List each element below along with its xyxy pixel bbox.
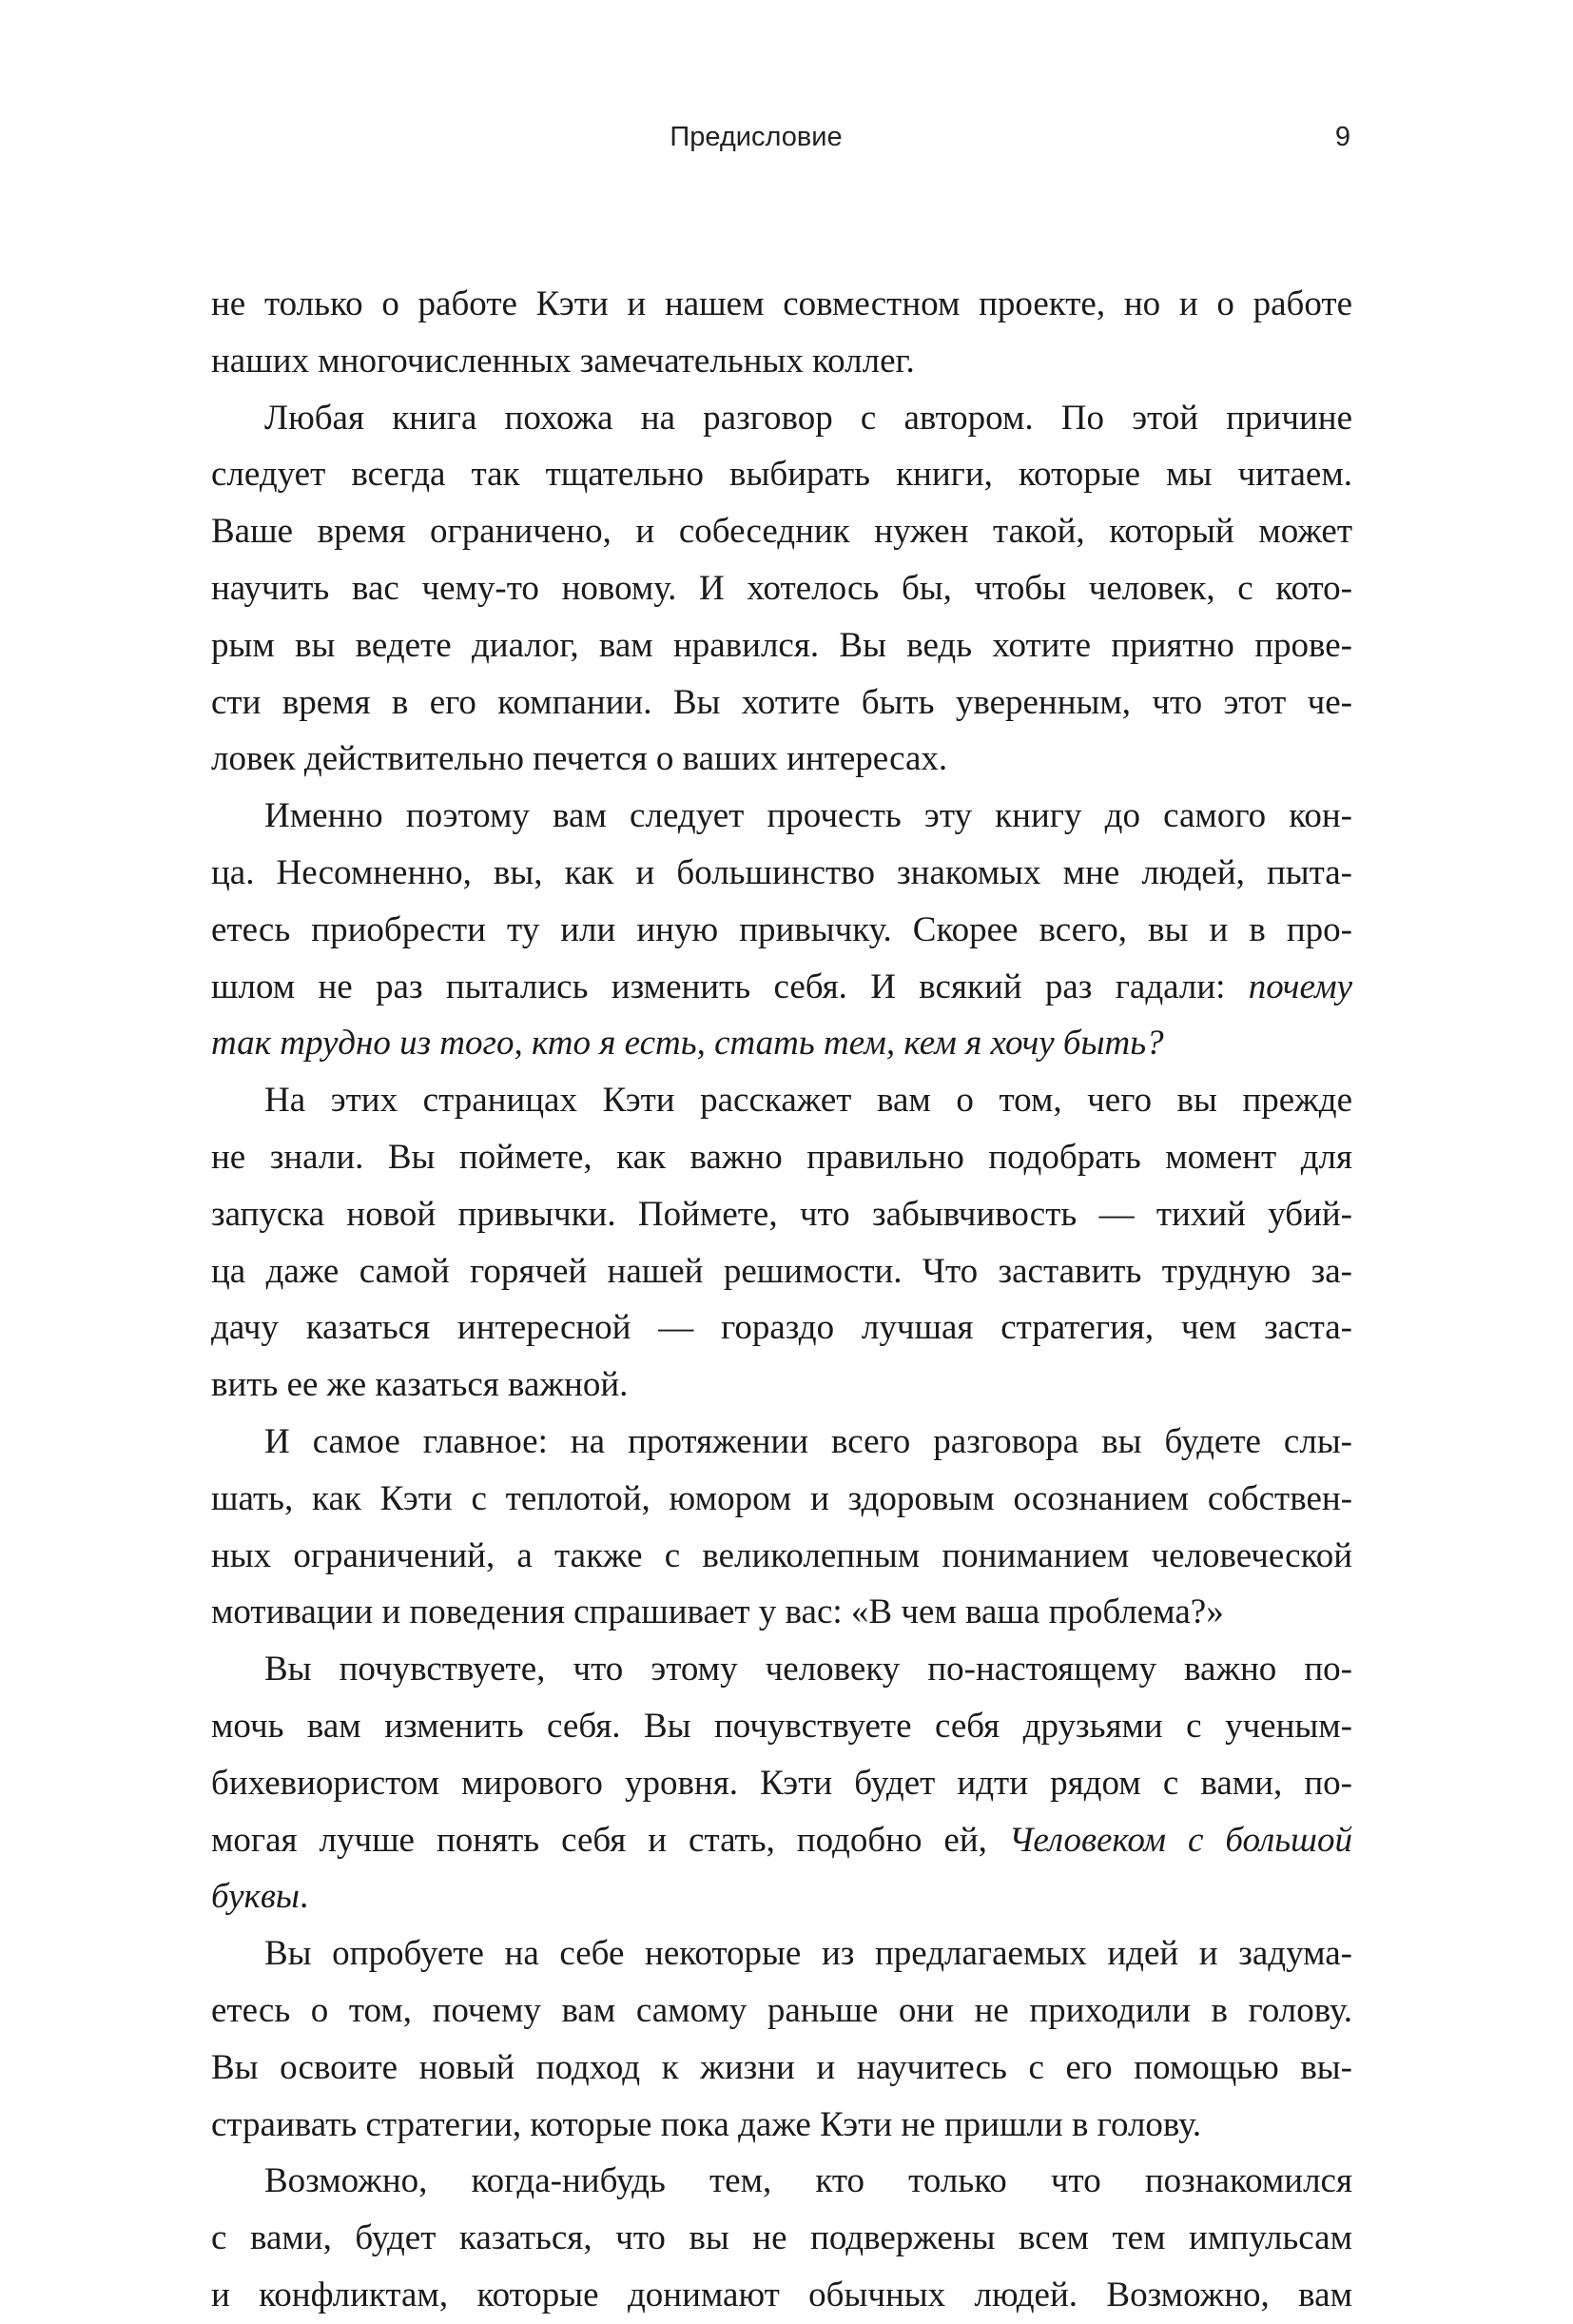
text-line bbox=[211, 1243, 1352, 1300]
italic-text: Человеком с большой bbox=[1008, 1820, 1352, 1860]
text-run: Вы освоите новый подход к жизни и научитесь с его помощью вы- bbox=[211, 2047, 1352, 2087]
text-line bbox=[211, 333, 1352, 390]
text-run: не знали. Вы поймете, как важно правильно подобрать момент для bbox=[211, 1137, 1352, 1177]
text-run: сти время в его компании. Вы хотите быть уверенным, что этот че- bbox=[211, 682, 1352, 722]
text-line bbox=[211, 1186, 1352, 1243]
text-line bbox=[211, 390, 1352, 447]
text-line bbox=[211, 1925, 1352, 1982]
text-line bbox=[211, 1299, 1352, 1357]
text-run: Именно поэтому вам следует прочесть эту книгу до самого кон- bbox=[264, 796, 1352, 836]
text-run: Вы почувствуете, что этому человеку по-настоящему важно по- bbox=[264, 1650, 1352, 1689]
text-run: шать, как Кэти с теплотой, юмором и здоровым осознанием собствен- bbox=[211, 1478, 1352, 1518]
text-run: мочь вам изменить себя. Вы почувствуете себя друзьями с ученым- bbox=[211, 1706, 1352, 1746]
text-run: вить ее же казаться важной. bbox=[211, 1365, 629, 1405]
text-line bbox=[211, 1584, 1352, 1641]
text-run: етесь приобрести ту или иную привычку. Скорее всего, вы и в про- bbox=[211, 909, 1352, 949]
text-run: И самое главное: на протяжении всего разговора вы будете слы- bbox=[264, 1421, 1352, 1461]
section-title: Предисловие bbox=[670, 122, 843, 152]
text-run: Любая книга похожа на разговор с автором. По этой причине bbox=[264, 398, 1352, 438]
text-line bbox=[211, 1072, 1352, 1129]
text-line bbox=[211, 503, 1352, 560]
paragraph bbox=[211, 1641, 1352, 1925]
paragraph bbox=[211, 390, 1352, 789]
text-line bbox=[211, 1528, 1352, 1585]
text-line bbox=[211, 1129, 1352, 1186]
text-line bbox=[211, 560, 1352, 617]
text-line bbox=[211, 617, 1352, 674]
text-run: научить вас чему-то новому. И хотелось бы, чтобы человек, с кото- bbox=[211, 568, 1352, 608]
text-line bbox=[211, 1414, 1352, 1471]
text-run: следует всегда так тщательно выбирать книги, которые мы читаем. bbox=[211, 455, 1352, 495]
text-line bbox=[211, 731, 1352, 788]
text-line bbox=[211, 446, 1352, 503]
text-line bbox=[211, 2097, 1352, 2154]
text-line bbox=[211, 674, 1352, 732]
body-text bbox=[211, 276, 1352, 2324]
text-line bbox=[211, 788, 1352, 845]
text-line bbox=[211, 2267, 1352, 2324]
text-run: . bbox=[299, 1877, 309, 1917]
text-run: ца. Несомненно, вы, как и большинство знакомых мне людей, пыта- bbox=[211, 852, 1352, 892]
text-run: ловек действительно печется о ваших интересах. bbox=[211, 739, 948, 779]
text-line bbox=[211, 845, 1352, 902]
paragraph bbox=[211, 1925, 1352, 2153]
running-head bbox=[0, 122, 1573, 160]
text-line bbox=[211, 1812, 1352, 1869]
italic-text: так трудно из того, кто я есть, стать тем, кем я хочу быть? bbox=[211, 1024, 1164, 1064]
italic-text: почему bbox=[1248, 967, 1352, 1006]
text-run: могая лучше понять себя и стать, подобно ей, bbox=[211, 1820, 1009, 1860]
text-run: с вами, будет казаться, что вы не подвержены всем тем импульсам bbox=[211, 2218, 1352, 2258]
page-number: 9 bbox=[1334, 122, 1350, 152]
text-line bbox=[211, 1698, 1352, 1755]
text-line bbox=[211, 2040, 1352, 2097]
paragraph bbox=[211, 788, 1352, 1072]
text-line bbox=[211, 1868, 1352, 1925]
paragraph bbox=[211, 2153, 1352, 2323]
text-run: страивать стратегии, которые пока даже Кэти не пришли в голову. bbox=[211, 2104, 1202, 2144]
text-line bbox=[211, 276, 1352, 333]
text-line bbox=[211, 2153, 1352, 2210]
text-line bbox=[211, 1982, 1352, 2040]
text-line bbox=[211, 1015, 1352, 1072]
text-line bbox=[211, 959, 1352, 1016]
text-run: Вы опробуете на себе некоторые из предлагаемых идей и задума- bbox=[264, 1934, 1352, 1974]
paragraph bbox=[211, 1414, 1352, 1641]
text-run: Ваше время ограничено, и собеседник нужен такой, который может bbox=[211, 512, 1352, 552]
text-run: шлом не раз пытались изменить себя. И всякий раз гадали: bbox=[211, 967, 1249, 1006]
text-run: запуска новой привычки. Поймете, что забывчивость — тихий убий- bbox=[211, 1194, 1352, 1234]
text-run: На этих страницах Кэти расскажет вам о том, чего вы прежде bbox=[264, 1081, 1352, 1121]
paragraph bbox=[211, 1072, 1352, 1414]
text-run: етесь о том, почему вам самому раньше они не приходили в голову. bbox=[211, 1990, 1352, 2030]
text-run: ных ограничений, а также с великолепным пониманием человеческой bbox=[211, 1535, 1352, 1575]
italic-text: буквы bbox=[211, 1877, 300, 1917]
text-line bbox=[211, 2210, 1352, 2267]
text-run: рым вы ведете диалог, вам нравился. Вы ведь хотите приятно прове- bbox=[211, 625, 1352, 665]
text-run: наших многочисленных замечательных коллег. bbox=[211, 341, 915, 381]
text-run: и конфликтам, которые донимают обычных людей. Возможно, вам bbox=[211, 2275, 1352, 2314]
text-line bbox=[211, 1755, 1352, 1812]
text-run: Возможно, когда-нибудь тем, кто только что познакомился bbox=[264, 2161, 1352, 2201]
text-line bbox=[211, 902, 1352, 959]
text-run: мотивации и поведения спрашивает у вас: «В чем ваша проблема?» bbox=[211, 1592, 1224, 1632]
text-run: ца даже самой горячей нашей решимости. Что заставить трудную за- bbox=[211, 1251, 1352, 1291]
text-run: дачу казаться интересной — гораздо лучшая стратегия, чем заста- bbox=[211, 1308, 1352, 1348]
text-line bbox=[211, 1641, 1352, 1698]
text-run: не только о работе Кэти и нашем совместном проекте, но и о работе bbox=[211, 284, 1352, 323]
text-line bbox=[211, 1471, 1352, 1528]
text-run: бихевиористом мирового уровня. Кэти будет идти рядом с вами, по- bbox=[211, 1763, 1352, 1803]
paragraph bbox=[211, 276, 1352, 390]
text-line bbox=[211, 1357, 1352, 1414]
